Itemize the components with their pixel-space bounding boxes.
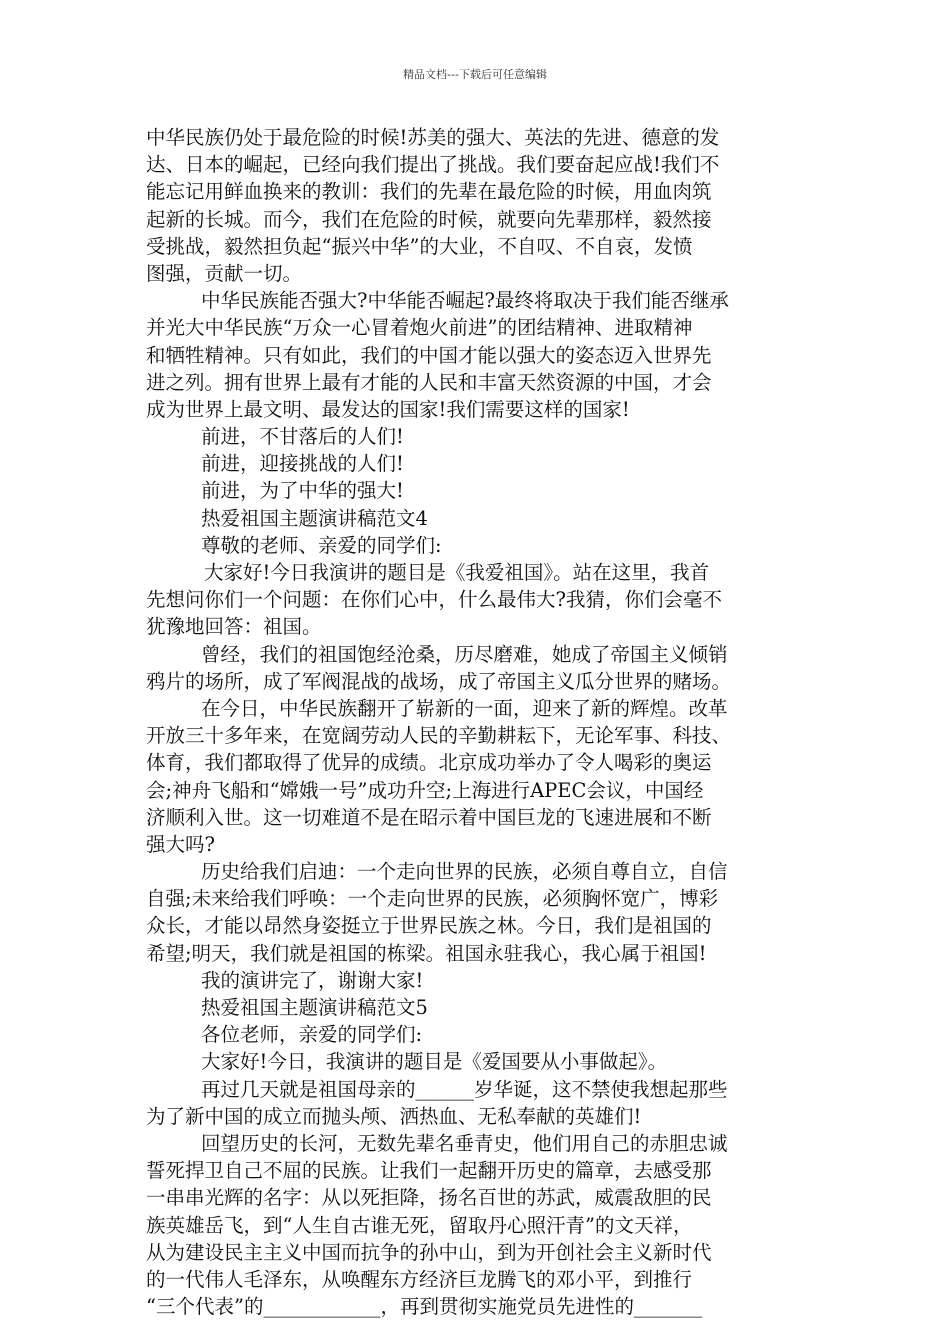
document-body <box>146 124 811 1320</box>
text-line: 进之列。拥有世界上最有才能的人民和丰富天然资源的中国，才会 <box>146 370 712 394</box>
text-line: 起新的长城。而今，我们在危险的时候，就要向先辈那样，毅然接 <box>146 207 712 231</box>
text-line: 图强，贡献一切。 <box>146 261 303 285</box>
text-line: 成为世界上最文明、最发达的国家!我们需要这样的国家! <box>146 397 630 421</box>
text-line: 中华民族仍处于最危险的时候!苏美的强大、英法的先进、德意的发 <box>146 126 720 149</box>
text-line: 回望历史的长河，无数先辈名垂青史，他们用自己的赤胆忠诚 <box>201 1131 728 1155</box>
text-line: 族英雄岳飞，到“人生自古谁无死，留取丹心照汗青”的文天祥， <box>146 1213 693 1237</box>
text-line: 各位老师，亲爱的同学们: <box>201 1023 423 1047</box>
text-line: 能忘记用鲜血换来的教训：我们的先辈在最危险的时候，用血肉筑 <box>146 180 712 204</box>
text-line: 曾经，我们的祖国饱经沧桑，历尽磨难，她成了帝国主义倾销 <box>201 642 728 666</box>
text-line: 济顺利入世。这一切难道不是在昭示着中国巨龙的飞速进展和不断 <box>146 805 712 829</box>
text-line: 热爱祖国主题演讲稿范文5 <box>201 996 428 1019</box>
text-line: 中华民族能否强大?中华能否崛起?最终将取决于我们能否继承 <box>201 289 729 313</box>
text-line: 我的演讲完了，谢谢大家! <box>201 968 424 992</box>
text-line: 热爱祖国主题演讲稿范文4 <box>201 506 428 530</box>
text-line: 再过几天就是祖国母亲的______岁华诞，这不禁使我想起那些 <box>201 1077 728 1101</box>
text-line: “三个代表”的____________，再到贯彻实施党员先进性的_______ <box>146 1295 703 1319</box>
text-line: 开放三十多年来，在宽阔劳动人民的辛勤耕耘下，无论军事、科技、 <box>146 724 732 748</box>
text-line: 大家好!今日，我演讲的题目是《爱国要从小事做起》。 <box>201 1050 668 1074</box>
text-line: 从为建设民主主义中国而抗争的孙中山，到为开创社会主义新时代 <box>146 1240 712 1264</box>
text-line: 前进，迎接挑战的人们! <box>201 452 404 476</box>
text-line: 达、日本的崛起，已经向我们提出了挑战。我们要奋起应战!我们不 <box>146 153 720 177</box>
text-line: 为了新中国的成立而抛头颅、洒热血、无私奉献的英雄们! <box>146 1104 642 1128</box>
text-line: 强大吗? <box>146 832 215 856</box>
text-line: 一串串光辉的名字：从以死拒降，扬名百世的苏武，威震敌胆的民 <box>146 1186 712 1210</box>
text-line: 体育，我们都取得了优异的成绩。北京成功举办了令人喝彩的奥运 <box>146 751 712 775</box>
text-line: 鸦片的场所，成了军阀混战的战场，成了帝国主义瓜分世界的赌场。 <box>146 669 732 693</box>
text-line: 前进，为了中华的强大! <box>201 479 404 503</box>
text-line: 受挑战，毅然担负起“振兴中华”的大业，不自叹、不自哀，发愤 <box>146 234 693 258</box>
text-line: 前进，不甘落后的人们! <box>201 425 404 449</box>
text-line: 大家好!今日我演讲的题目是《我爱祖国》。站在这里，我首 <box>204 561 710 584</box>
text-line: 会;神舟飞船和“嫦娥一号”成功升空;上海进行APEC会议，中国经 <box>146 778 704 802</box>
text-line: 犹豫地回答：祖国。 <box>146 615 322 639</box>
text-line: 先想问你们一个问题：在你们心中，什么最伟大?我猜，你们会毫不 <box>146 588 722 612</box>
text-line: 众长，才能以昂然身姿挺立于世界民族之林。今日，我们是祖国的 <box>146 914 712 938</box>
text-line: 尊敬的老师、亲爱的同学们: <box>201 533 442 557</box>
text-line: 誓死捍卫自己不屈的民族。让我们一起翻开历史的篇章，去感受那 <box>146 1159 712 1183</box>
text-line: 的一代伟人毛泽东，从唤醒东方经济巨龙腾飞的邓小平，到推行 <box>146 1267 693 1291</box>
text-line: 历史给我们启迪：一个走向世界的民族，必须自尊自立，自信 <box>201 860 728 884</box>
text-line: 和牺牲精神。只有如此，我们的中国才能以强大的姿态迈入世界先 <box>146 343 712 367</box>
text-line: 自强;未来给我们呼唤：一个走向世界的民族，必须胸怀宽广，博彩 <box>146 887 719 911</box>
text-line: 希望;明天，我们就是祖国的栋梁。祖国永驻我心，我心属于祖国! <box>146 941 707 965</box>
page-header: 精品文档---下载后可任意编辑 <box>403 68 547 81</box>
text-line: 并光大中华民族“万众一心冒着炮火前进”的团结精神、进取精神 <box>146 316 693 340</box>
text-line: 在今日，中华民族翻开了崭新的一面，迎来了新的辉煌。改革 <box>201 696 728 720</box>
